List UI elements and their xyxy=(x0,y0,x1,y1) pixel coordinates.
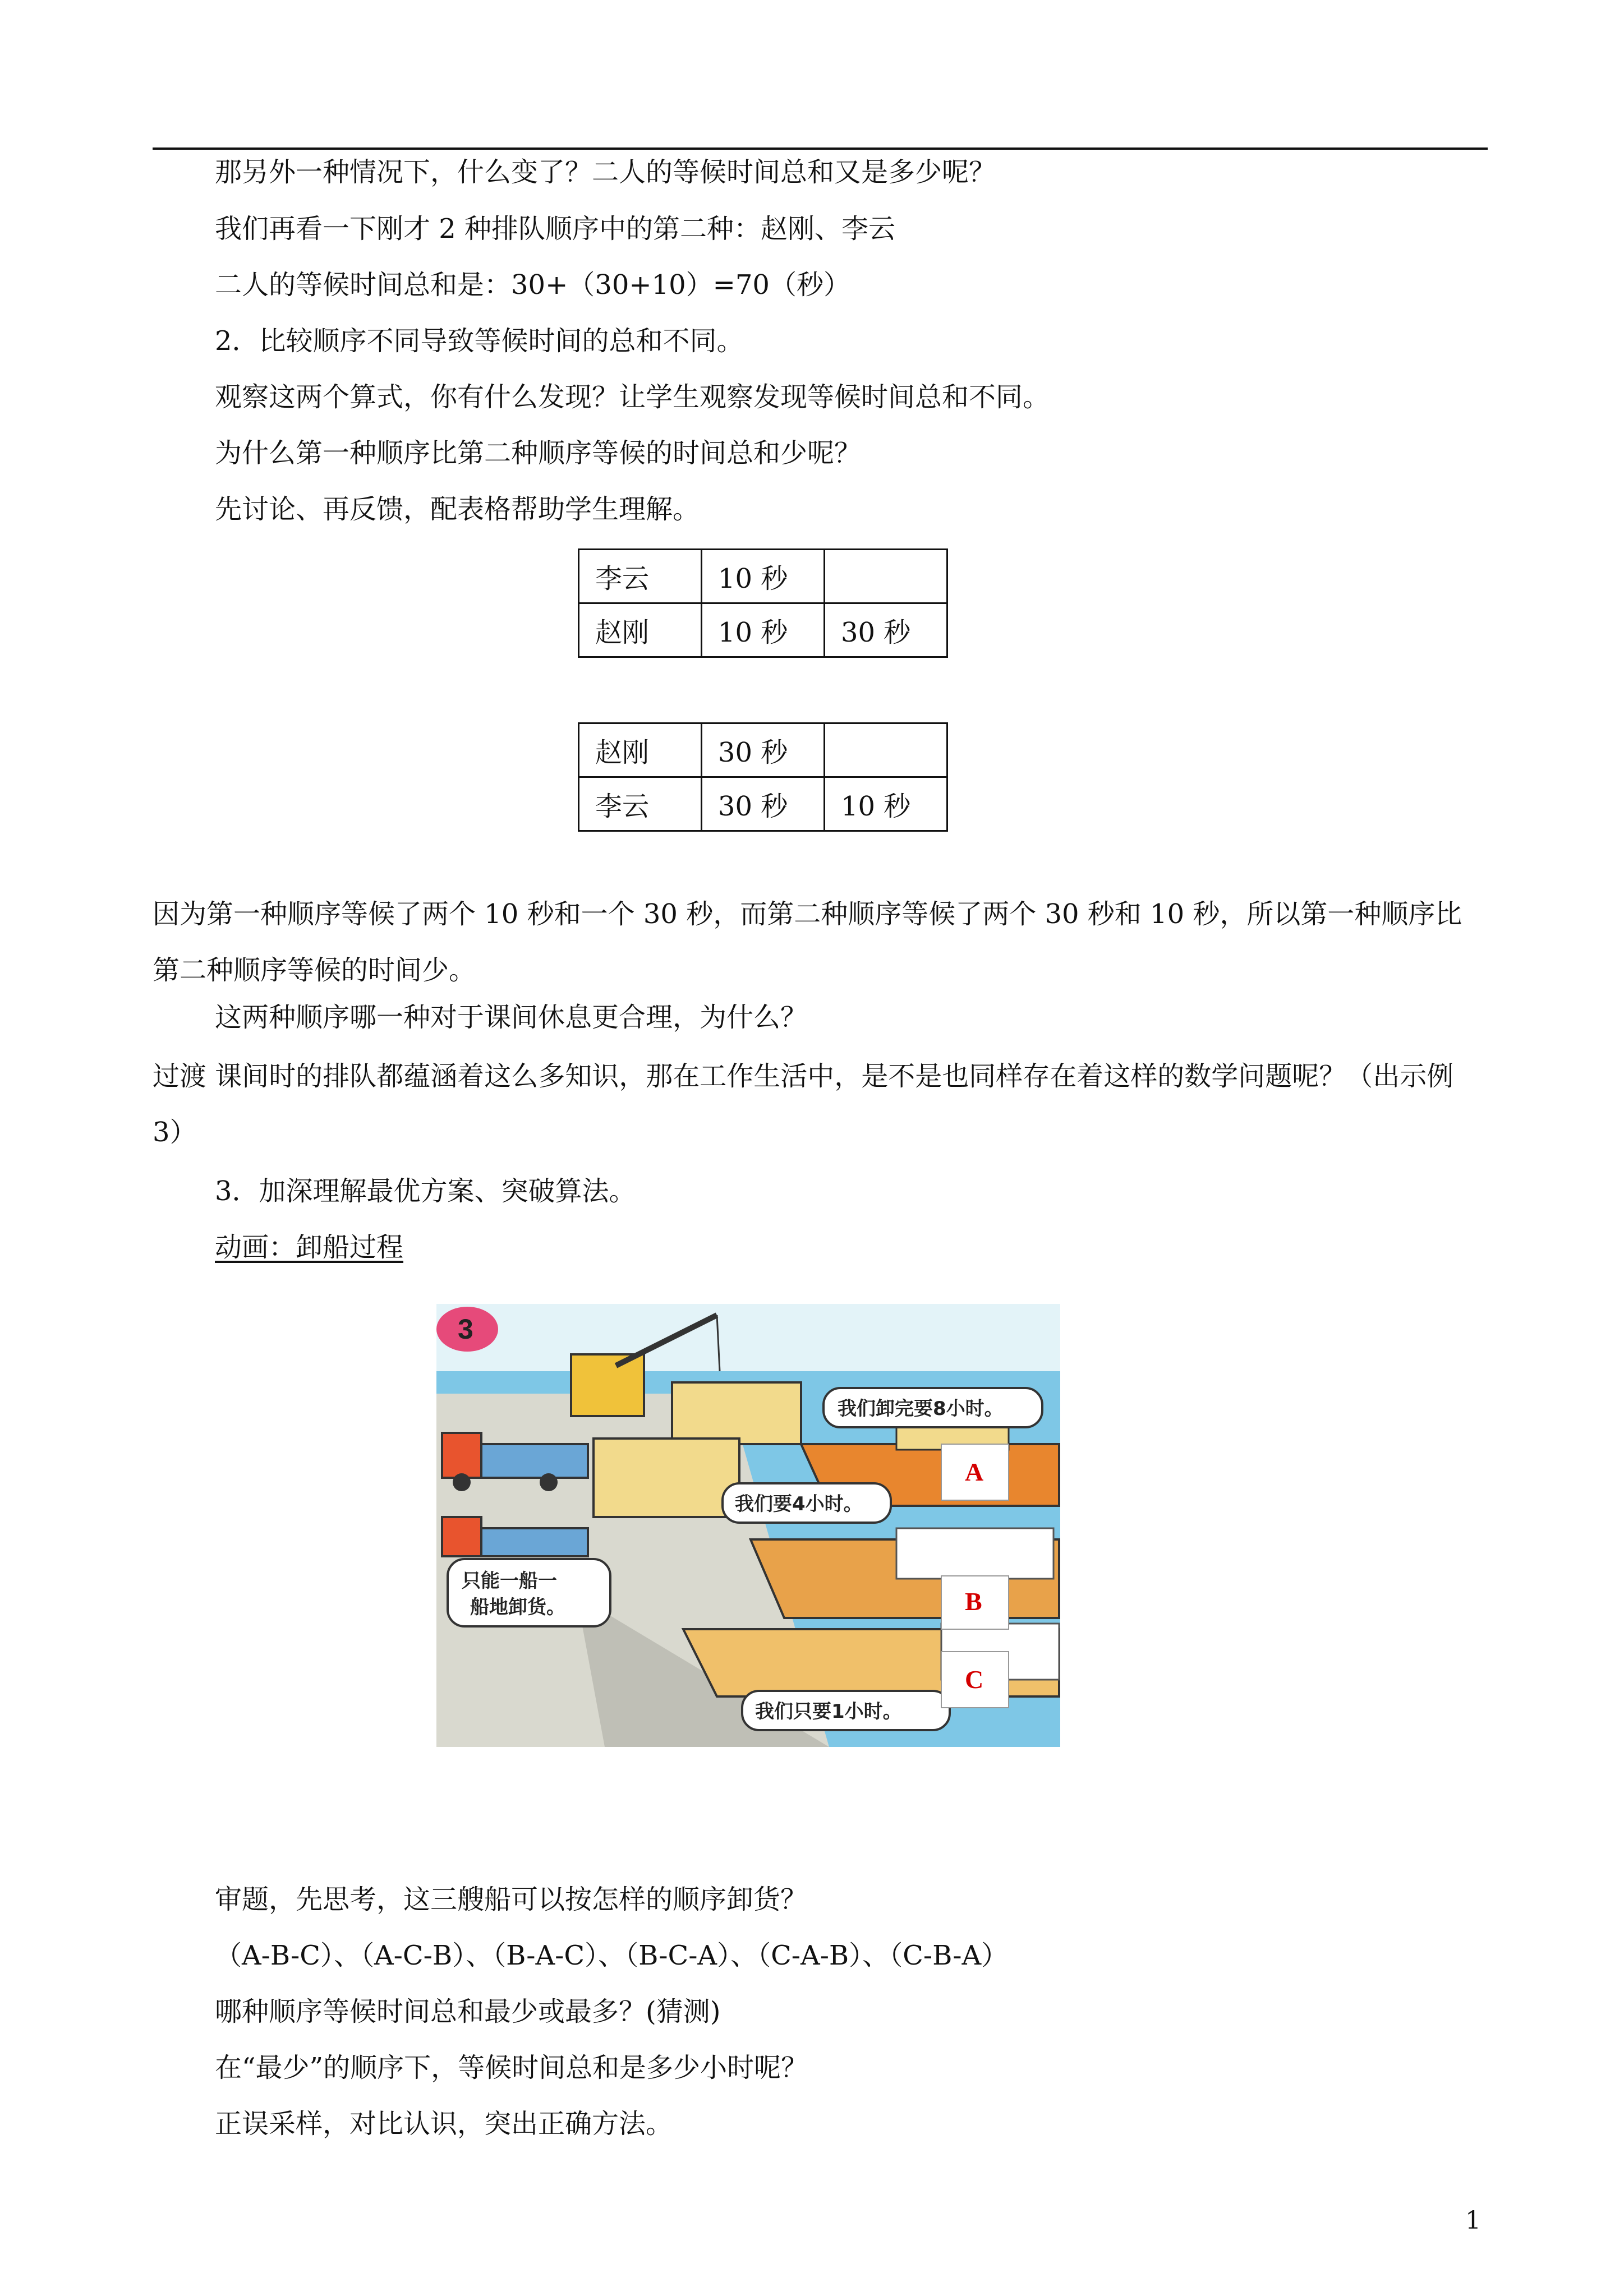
paragraph: 这两种顺序哪一种对于课间休息更合理，为什么？ xyxy=(215,1002,808,1033)
ship-label-c xyxy=(941,1652,1009,1708)
svg-text:船地卸货。: 船地卸货。 xyxy=(470,1596,565,1619)
header-rule xyxy=(153,147,1488,150)
animation-caption: 动画：卸船过程 xyxy=(215,1232,404,1263)
table-cell: 10 秒 xyxy=(701,603,824,657)
section-heading: 3．加深理解最优方案、突破算法。 xyxy=(215,1175,636,1207)
waiting-table-1 xyxy=(578,548,948,658)
table-cell: 李云 xyxy=(579,777,702,831)
section-heading: 2．比较顺序不同导致等候时间的总和不同。 xyxy=(215,325,744,357)
paragraph: 那另外一种情况下，什么变了？二人的等候时间总和又是多少呢？ xyxy=(215,156,996,188)
ship-label-a xyxy=(941,1444,1009,1500)
svg-text:我们卸完要8小时。: 我们卸完要8小时。 xyxy=(838,1398,1004,1420)
svg-text:我们要4小时。: 我们要4小时。 xyxy=(735,1493,863,1515)
table-cell: 李云 xyxy=(579,550,702,603)
svg-text:C: C xyxy=(965,1665,984,1694)
svg-text:我们只要1小时。: 我们只要1小时。 xyxy=(755,1700,902,1723)
paragraph: （A-B-C）、（A-C-B）、（B-A-C）、（B-C-A）、（C-A-B）、（C-B-A） xyxy=(215,1940,1009,1971)
table-cell: 30 秒 xyxy=(701,777,824,831)
speech-bubble-b xyxy=(723,1483,891,1523)
speech-bubble-c xyxy=(742,1691,950,1730)
svg-text:只能一船一: 只能一船一 xyxy=(462,1570,557,1592)
paragraph: 因为第一种顺序等候了两个 10 秒和一个 30 秒，而第二种顺序等候了两个 30 秒和 10 秒，所以第一种顺序比第二种顺序等候的时间少。 xyxy=(153,898,1462,986)
table-cell: 10 秒 xyxy=(701,550,824,603)
paragraph: 为什么第一种顺序比第二种顺序等候的时间总和少呢？ xyxy=(215,437,862,469)
svg-text:A: A xyxy=(965,1458,984,1486)
table-row xyxy=(579,550,947,603)
table-cell: 赵刚 xyxy=(579,723,702,777)
paragraph: 我们再看一下刚才 2 种排队顺序中的第二种：赵刚、李云 xyxy=(215,213,896,245)
ship-b xyxy=(751,1528,1059,1618)
paragraph: 哪种顺序等候时间总和最少或最多？(猜测) xyxy=(215,1996,721,2027)
paragraph: 先讨论、再反馈，配表格帮助学生理解。 xyxy=(215,494,700,525)
paragraph: 在“最少”的顺序下，等候时间总和是多少小时呢？ xyxy=(215,2052,808,2083)
table-cell: 赵刚 xyxy=(579,603,702,657)
table-cell: 30 秒 xyxy=(701,723,824,777)
waiting-table-2 xyxy=(578,722,948,832)
speech-bubble-a xyxy=(823,1388,1042,1427)
ship-label-b xyxy=(941,1576,1009,1629)
table-cell xyxy=(824,723,947,777)
paragraph: 审题，先思考，这三艘船可以按怎样的顺序卸货？ xyxy=(215,1884,808,1915)
page-number: 1 xyxy=(1465,2206,1481,2235)
speech-bubble-rule xyxy=(448,1559,610,1626)
table-cell: 10 秒 xyxy=(824,777,947,831)
ship-unloading-illustration xyxy=(436,1304,1060,1747)
table-row xyxy=(579,603,947,657)
table-cell: 30 秒 xyxy=(824,603,947,657)
paragraph: 正误采样，对比认识，突出正确方法。 xyxy=(215,2108,673,2140)
table-cell xyxy=(824,550,947,603)
svg-text:B: B xyxy=(965,1587,982,1616)
table-row xyxy=(579,723,947,777)
example-number: 3 xyxy=(458,1313,473,1345)
paragraph: 二人的等候时间总和是：30+（30+10）=70（秒） xyxy=(215,269,850,301)
paragraph: 过渡 课间时的排队都蕴涵着这么多知识，那在工作生活中，是不是也同样存在着这样的数学问题呢？（出示例 3） xyxy=(153,1061,1454,1148)
table-row xyxy=(579,777,947,831)
paragraph: 观察这两个算式，你有什么发现？让学生观察发现等候时间总和不同。 xyxy=(215,381,1050,413)
